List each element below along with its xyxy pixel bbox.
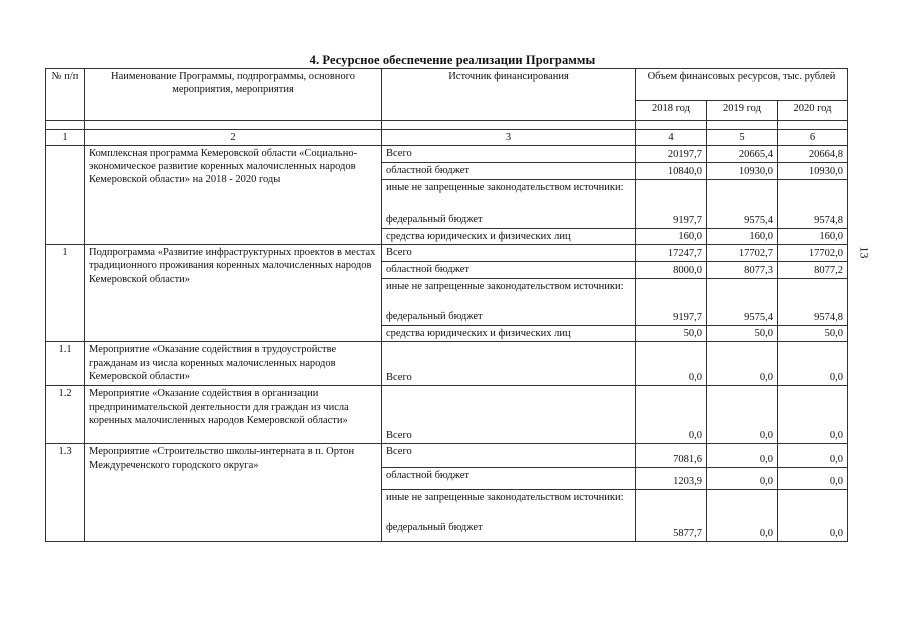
header-year: 2018 год [636,101,707,121]
header-source: Источник финансирования [382,69,636,121]
header-volume: Объем финансовых ресурсов, тыс. рублей [636,69,848,101]
source-label: федеральный бюджет [382,309,636,326]
value-cell: 0,0 [707,444,778,468]
source-label: иные не запрещенные законодательством источники: [382,279,636,309]
source-label: средства юридических и физических лиц [382,326,636,342]
value-cell: 0,0 [778,520,848,542]
value-cell: 8077,3 [707,262,778,279]
row-num: 1.2 [46,386,85,444]
value-cell: 9197,7 [636,212,707,229]
value-cell: 0,0 [707,468,778,490]
table-row [46,245,848,262]
source-label: федеральный бюджет [382,520,636,542]
index-cell: 2 [85,130,382,146]
value-cell: 50,0 [636,326,707,342]
row-name: Мероприятие «Оказание содействия в организации предпринимательской деятельности для граждан из числа коренных малочисленных народов Кемеровской области» [85,386,382,444]
row-num: 1.1 [46,342,85,386]
header-year: 2020 год [778,101,848,121]
value-cell: 10930,0 [778,163,848,180]
source-label: иные не запрещенные законодательством источники: [382,490,636,520]
value-cell: 20665,4 [707,146,778,163]
row-name: Мероприятие «Строительство школы-интерната в п. Ортон Междуреченского городского округа» [85,444,382,542]
value-cell: 0,0 [636,386,707,444]
row-name: Комплексная программа Кемеровской области «Социально-экономическое развитие коренных малочисленных народов Кемеровской области» на 2018 - 2020 годы [85,146,382,245]
value-cell: 0,0 [707,386,778,444]
row-name: Мероприятие «Оказание содействия в трудоустройстве гражданам из числа коренных малочисленных народов Кемеровской области» [85,342,382,386]
source-label: областной бюджет [382,262,636,279]
source-label: областной бюджет [382,468,636,490]
source-label: Всего [382,146,636,163]
value-cell: 50,0 [778,326,848,342]
value-cell: 20197,7 [636,146,707,163]
value-cell: 10930,0 [707,163,778,180]
value-cell: 9574,8 [778,309,848,326]
value-cell: 9197,7 [636,309,707,326]
value-cell: 8077,2 [778,262,848,279]
value-cell: 0,0 [636,342,707,386]
index-cell: 1 [46,130,85,146]
index-cell: 4 [636,130,707,146]
value-cell: 9575,4 [707,309,778,326]
resource-table [45,68,848,542]
header-num: № п/п [46,69,85,121]
value-cell: 17702,7 [707,245,778,262]
header-year: 2019 год [707,101,778,121]
index-cell: 6 [778,130,848,146]
source-label: Всего [382,386,636,444]
row-num: 1.3 [46,444,85,542]
value-cell: 0,0 [707,520,778,542]
value-cell: 0,0 [778,468,848,490]
value-cell: 9575,4 [707,212,778,229]
value-cell: 7081,6 [636,444,707,468]
value-cell: 0,0 [707,342,778,386]
value-cell: 8000,0 [636,262,707,279]
table-row [46,386,848,444]
page-title: 4. Ресурсное обеспечение реализации Программы [309,53,596,67]
value-cell: 9574,8 [778,212,848,229]
row-num [46,146,85,245]
source-label: Всего [382,342,636,386]
value-cell: 160,0 [707,229,778,245]
value-cell: 17702,0 [778,245,848,262]
value-cell: 17247,7 [636,245,707,262]
source-label: федеральный бюджет [382,212,636,229]
source-label: средства юридических и физических лиц [382,229,636,245]
table-row [46,146,848,163]
source-label: Всего [382,245,636,262]
source-label: Всего [382,444,636,468]
table-row [46,444,848,468]
value-cell: 1203,9 [636,468,707,490]
value-cell: 50,0 [707,326,778,342]
value-cell: 0,0 [778,386,848,444]
source-label: иные не запрещенные законодательством источники: [382,180,636,212]
index-cell: 5 [707,130,778,146]
table-row [46,342,848,386]
header-name: Наименование Программы, подпрограммы, основного мероприятия, мероприятия [85,69,382,121]
value-cell: 160,0 [636,229,707,245]
source-label: областной бюджет [382,163,636,180]
page-number: 13 [857,246,872,259]
index-cell: 3 [382,130,636,146]
value-cell: 0,0 [778,444,848,468]
row-num: 1 [46,245,85,342]
value-cell: 5877,7 [636,520,707,542]
value-cell: 20664,8 [778,146,848,163]
row-name: Подпрограмма «Развитие инфраструктурных проектов в местах традиционного проживания коренных малочисленных народов Кемеровской области» [85,245,382,342]
value-cell: 160,0 [778,229,848,245]
value-cell: 0,0 [778,342,848,386]
value-cell: 10840,0 [636,163,707,180]
